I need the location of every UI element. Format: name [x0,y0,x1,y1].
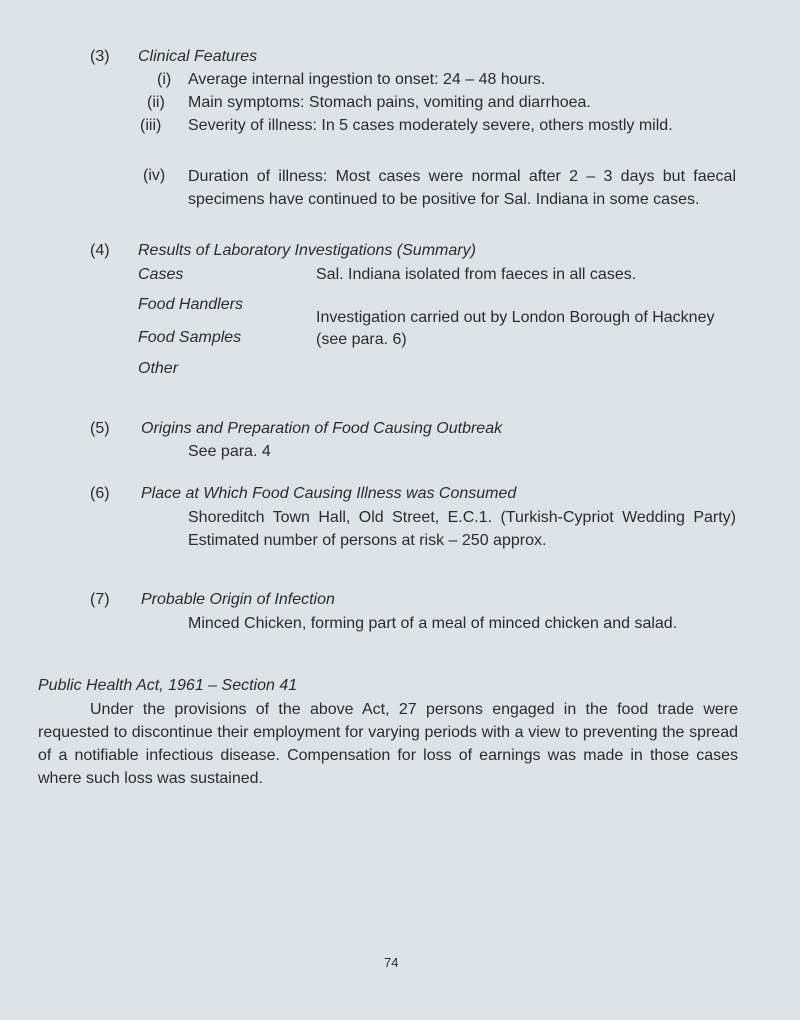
item-ii-text: Main symptoms: Stomach pains, vomiting and diarrhoea. [188,94,591,111]
item-iv-text: Duration of illness: Most cases were normal after 2 – 3 days but faecal specimens have continued to be positive for Sal. Indiana in some cases. [188,168,736,208]
item-ii-number: (ii) [147,94,165,111]
public-health-heading: Public Health Act, 1961 – Section 41 [38,677,298,694]
section-3-number: (3) [90,48,110,65]
section-7-text: Minced Chicken, forming part of a meal of minced chicken and salad. [188,615,678,632]
section-6-heading: Place at Which Food Causing Illness was Consumed [141,485,517,502]
section-5-number: (5) [90,420,110,437]
section-5-heading: Origins and Preparation of Food Causing Outbreak [141,420,503,437]
item-i-text: Average internal ingestion to onset: 24 – 48 hours. [188,71,546,88]
section-3-heading: Clinical Features [138,48,258,65]
section-5-text: See para. 4 [188,443,271,460]
section-7-heading: Probable Origin of Infection [141,591,335,608]
section-6-text: Shoreditch Town Hall, Old Street, E.C.1. (Turkish-Cypriot Wedding Party) Estimated number of persons at risk – 250 approx. [188,509,736,549]
label-food-handlers: Food Handlers [138,296,243,313]
item-i-number: (i) [157,71,172,88]
item-iii-number: (iii) [140,117,162,134]
page-number: 74 [384,955,399,970]
label-food-samples: Food Samples [138,329,242,346]
cases-result: Sal. Indiana isolated from faeces in all cases. [316,266,637,283]
public-health-text: Under the provisions of the above Act, 27 persons engaged in the food trade were requested to discontinue their employment for varying periods with a view to preventing the spread of a notifiable infectious disease. Compensation for loss of earnings was made in those cases where such loss was sustained. [38,701,738,787]
section-4-number: (4) [90,242,110,259]
section-6-number: (6) [90,485,110,502]
handlers-result: Investigation carried out by London Borough of Hackney (see para. 6) [316,309,715,348]
item-iv-number: (iv) [143,167,166,184]
section-7-number: (7) [90,591,110,608]
label-cases: Cases [138,266,184,283]
section-4-heading: Results of Laboratory Investigations (Summary) [138,242,476,259]
label-other: Other [138,360,179,377]
item-iii-text: Severity of illness: In 5 cases moderately severe, others mostly mild. [188,117,673,134]
